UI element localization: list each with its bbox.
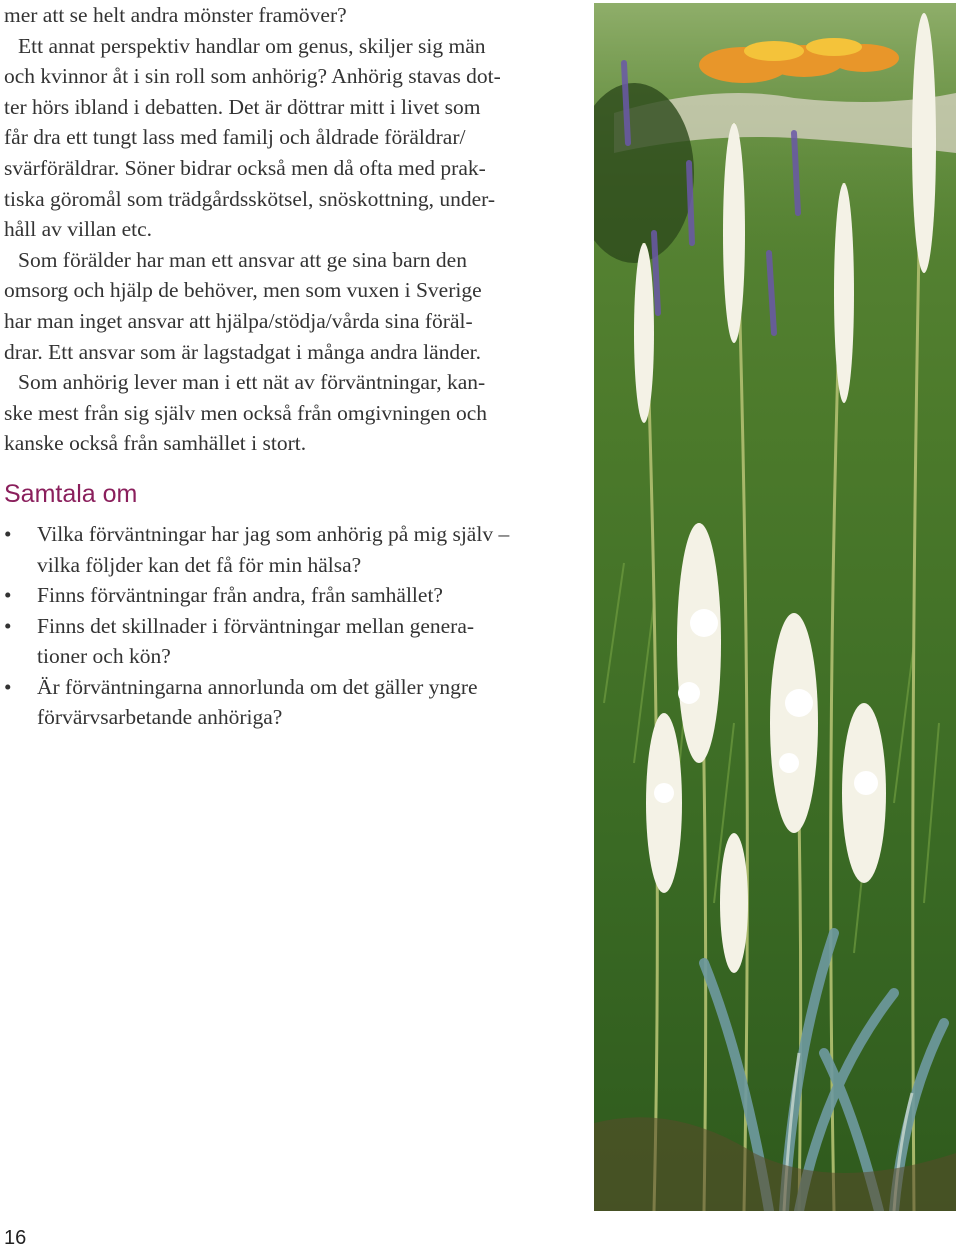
text-line: tiska göromål som trädgårdsskötsel, snöskottning, under- xyxy=(4,186,496,211)
paragraph-genus xyxy=(4,31,584,245)
text-line: Är förväntningarna annorlunda om det gäller yngre xyxy=(37,674,478,699)
paragraph-foralder xyxy=(4,245,584,367)
text-line: kanske också från samhället i stort. xyxy=(4,431,307,456)
paragraph-continuation xyxy=(4,0,584,31)
bullet-icon: • xyxy=(4,674,12,699)
page-number: 16 xyxy=(4,1227,27,1249)
list-item xyxy=(4,611,584,672)
text-line: Finns förväntningar från andra, från samhället? xyxy=(37,583,443,608)
text-line: tioner och kön? xyxy=(37,644,171,669)
text-line: håll av villan etc. xyxy=(4,217,153,242)
text-line: Finns det skillnader i förväntningar mellan genera- xyxy=(37,613,475,638)
article-text-column xyxy=(4,0,584,733)
text-line: svärföräldrar. Söner bidrar också men då ofta med prak- xyxy=(4,155,486,180)
list-item xyxy=(4,519,584,580)
text-line: drar. Ett ansvar som är lagstadgat i många andra länder. xyxy=(4,339,482,364)
garden-flowers-photo xyxy=(594,3,956,1211)
text-line: mer att se helt andra mönster framöver? xyxy=(4,3,347,27)
section-heading: Samtala om xyxy=(4,479,138,508)
bullet-icon: • xyxy=(4,613,12,638)
text-line: Som förälder har man ett ansvar att ge sina barn den xyxy=(18,247,467,272)
bullet-icon: • xyxy=(4,583,12,608)
text-line: Som anhörig lever man i ett nät av förväntningar, kan- xyxy=(18,370,486,395)
text-line: vilka följder kan det få för min hälsa? xyxy=(37,552,362,577)
text-line: omsorg och hjälp de behöver, men som vuxen i Sverige xyxy=(4,278,482,303)
garden-photo-illustration xyxy=(594,3,956,1211)
text-line: ter hörs ibland i debatten. Det är döttrar mitt i livet som xyxy=(4,94,481,119)
paragraph-anhorig xyxy=(4,367,584,459)
text-line: och kvinnor åt i sin roll som anhörig? Anhörig stavas dot- xyxy=(4,64,501,89)
text-line: förvärvsarbetande anhöriga? xyxy=(37,705,283,730)
text-line: Ett annat perspektiv handlar om genus, skiljer sig män xyxy=(18,33,486,58)
text-line: får dra ett tungt lass med familj och åldrade föräldrar/ xyxy=(4,125,466,150)
text-line: har man inget ansvar att hjälpa/stödja/vårda sina föräl- xyxy=(4,308,473,333)
text-line: Vilka förväntningar har jag som anhörig på mig själv – xyxy=(37,521,510,546)
discussion-questions-list xyxy=(4,519,584,733)
bullet-icon: • xyxy=(4,521,12,546)
list-item xyxy=(4,672,584,733)
text-line: ske mest från sig själv men också från omgivningen och xyxy=(4,400,488,425)
list-item xyxy=(4,580,584,611)
